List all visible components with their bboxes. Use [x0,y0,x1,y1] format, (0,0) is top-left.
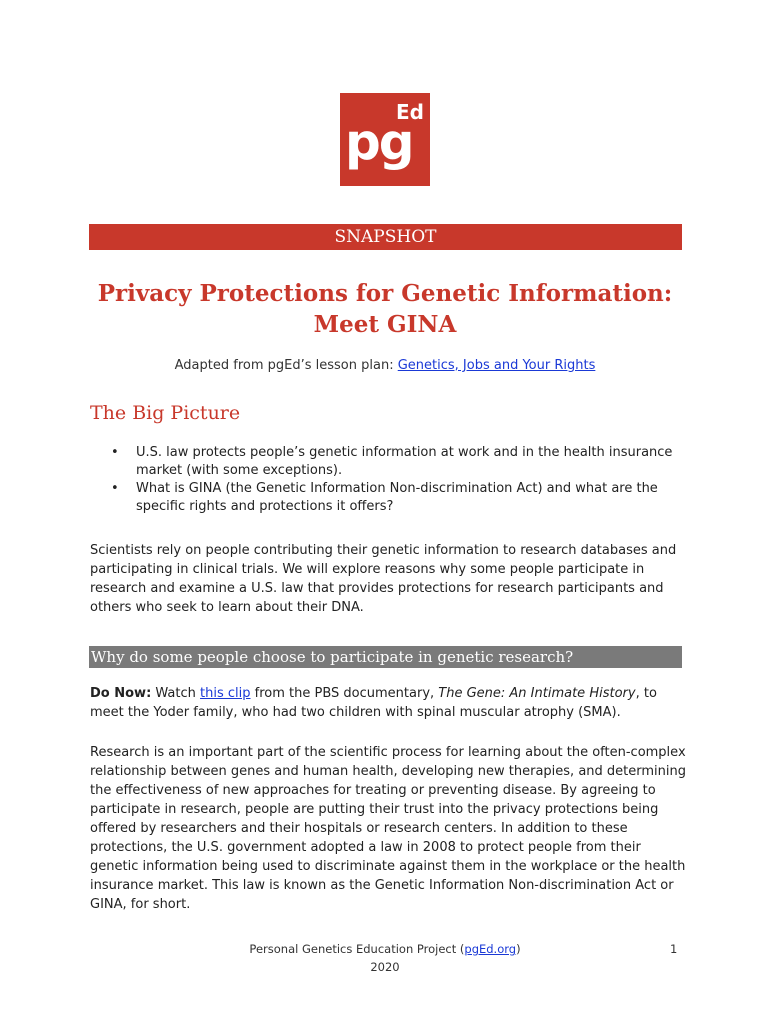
logo-ed-text: Ed [396,100,424,124]
lesson-plan-link[interactable]: Genetics, Jobs and Your Rights [397,358,596,373]
bullet-icon: • [111,445,119,460]
footer-prefix: Personal Genetics Education Project ( [249,942,465,956]
logo-pg-text: pg [345,113,413,171]
pged-link[interactable]: pgEd.org [464,942,517,956]
title-line-1: Privacy Protections for Genetic Information: [97,280,673,307]
big-picture-paragraph: Scientists rely on people contributing their genetic information to research databases and participating in clinical trials. We will explore reasons why some people participate in research and examine a U.S. law that provides protections for research participants and others who seek to learn about their DNA. [90,543,677,615]
pged-logo [340,93,430,186]
title-line-2: Meet GINA [313,311,457,338]
do-now-text-1: Watch [151,686,201,701]
list-item [108,480,688,516]
adapted-from-line [0,357,770,375]
research-paragraph: Research is an important part of the scientific process for learning about the often-complex relationship between genes and human health, developing new therapies, and determining the effectiveness of new approaches for treating or preventing disease. By agreeing to participate in research, people are putting their trust into the privacy protections being offered by researchers and their hospitals or research centers. In addition to these protections, the U.S. government adopted a law in 2008 to protect people from their genetic information being used to discriminate against them in the workplace or the health insurance market. This law is known as the Genetic Information Non-discrimination Act or GINA, for short. [90,745,686,912]
do-now-text-2: from the PBS documentary, [250,686,439,701]
snapshot-banner: SNAPSHOT [89,224,682,250]
page-number: 1 [670,942,678,956]
do-now-text-3: , to meet the Yoder family, who had two children with spinal muscular atrophy (SMA). [90,686,657,720]
big-picture-list [108,444,688,516]
footer-suffix: ) [516,942,521,956]
clip-link[interactable]: this clip [200,686,251,701]
adapted-prefix: Adapted from pgEd’s lesson plan: [174,358,398,373]
footer [200,940,570,976]
do-now-paragraph [90,684,690,722]
documentary-title: The Gene: An Intimate History [438,686,636,701]
bullet-text: What is GINA (the Genetic Information Non-discrimination Act) and what are the specific rights and protections it offers? [136,481,658,514]
bullet-text: U.S. law protects people’s genetic information at work and in the health insurance market (with some exceptions). [136,445,673,478]
do-now-label: Do Now: [90,686,152,701]
list-item [108,444,688,480]
page-title [60,278,710,340]
section-heading-bar: Why do some people choose to participate in genetic research? [89,646,682,668]
bullet-icon: • [111,481,119,496]
footer-year: 2020 [370,960,400,974]
big-picture-heading: The Big Picture [90,402,241,424]
